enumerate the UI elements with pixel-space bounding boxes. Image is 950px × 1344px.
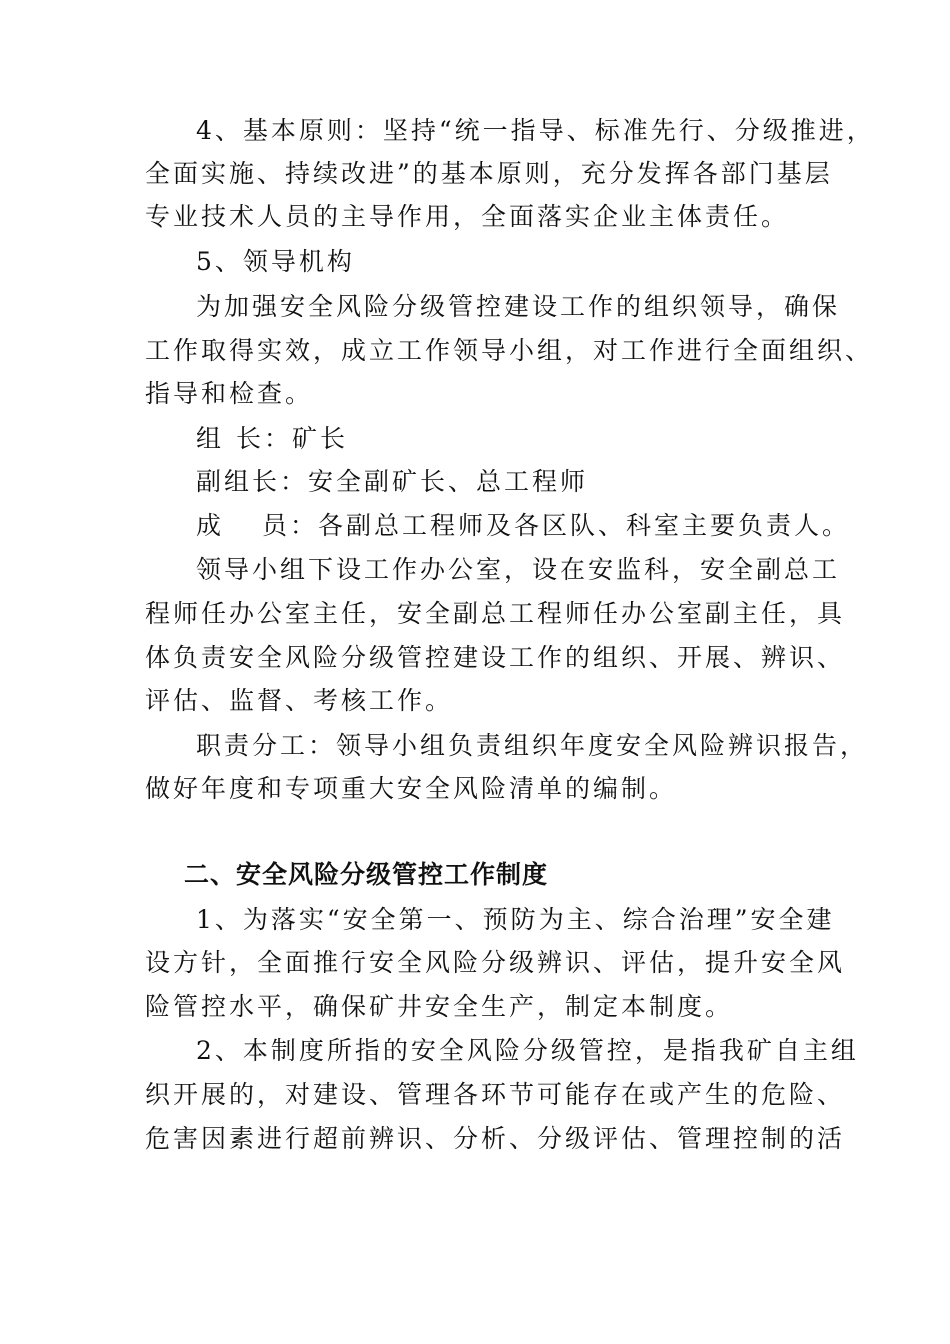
text-line: 设方针，全面推行安全风险分级辨识、评估，提升安全风 xyxy=(145,948,846,977)
text-line: 体负责安全风险分级管控建设工作的组织、开展、辨识、 xyxy=(145,643,846,672)
role-value: 安全副矿长、总工程师 xyxy=(308,467,589,496)
role-label: 员： xyxy=(262,511,319,540)
role-value: 各副总工程师及各区队、科室主要负责人。 xyxy=(318,511,851,540)
text-line: 5、领导机构 xyxy=(196,247,355,276)
text-line: 4、基本原则：坚持“统一指导、标准先行、分级推进， xyxy=(196,116,875,145)
text-line: 险管控水平，确保矿井安全生产，制定本制度。 xyxy=(145,992,734,1021)
role-label: 副组长： xyxy=(196,467,309,496)
text-line: 做好年度和专项重大安全风险清单的编制。 xyxy=(145,774,678,803)
text-line: 危害因素进行超前辨识、分析、分级评估、管理控制的活 xyxy=(145,1124,846,1153)
text-line: 评估、监督、考核工作。 xyxy=(145,686,454,715)
role-value: 矿长 xyxy=(292,424,349,453)
role-label: 组 xyxy=(196,424,225,453)
role-line-leader xyxy=(196,422,348,456)
role-label: 成 xyxy=(196,511,225,540)
text-line: 职责分工：领导小组负责组织年度安全风险辨识报告， xyxy=(196,731,869,760)
text-line: 全面实施、持续改进”的基本原则，充分发挥各部门基层 xyxy=(145,159,833,188)
text-line: 程师任办公室主任，安全副总工程师任办公室副主任，具 xyxy=(145,599,846,628)
text-line: 专业技术人员的主导作用，全面落实企业主体责任。 xyxy=(145,202,790,231)
text-line: 工作取得实效，成立工作领导小组，对工作进行全面组织、 xyxy=(145,336,874,365)
text-line: 1、为落实“安全第一、预防为主、综合治理”安全建 xyxy=(196,905,835,934)
text-line: 指导和检查。 xyxy=(145,379,314,408)
role-line-members xyxy=(196,509,850,543)
text-line: 为加强安全风险分级管控建设工作的组织领导，确保 xyxy=(196,292,841,321)
text-line: 领导小组下设工作办公室，设在安监科，安全副总工 xyxy=(196,555,841,584)
text-line: 2、本制度所指的安全风险分级管控，是指我矿自主组 xyxy=(196,1036,859,1065)
text-line: 织开展的，对建设、管理各环节可能存在或产生的危险、 xyxy=(145,1080,846,1109)
role-label: 长： xyxy=(236,424,293,453)
role-line-deputy xyxy=(196,465,588,499)
section-heading: 二、安全风险分级管控工作制度 xyxy=(184,860,549,889)
